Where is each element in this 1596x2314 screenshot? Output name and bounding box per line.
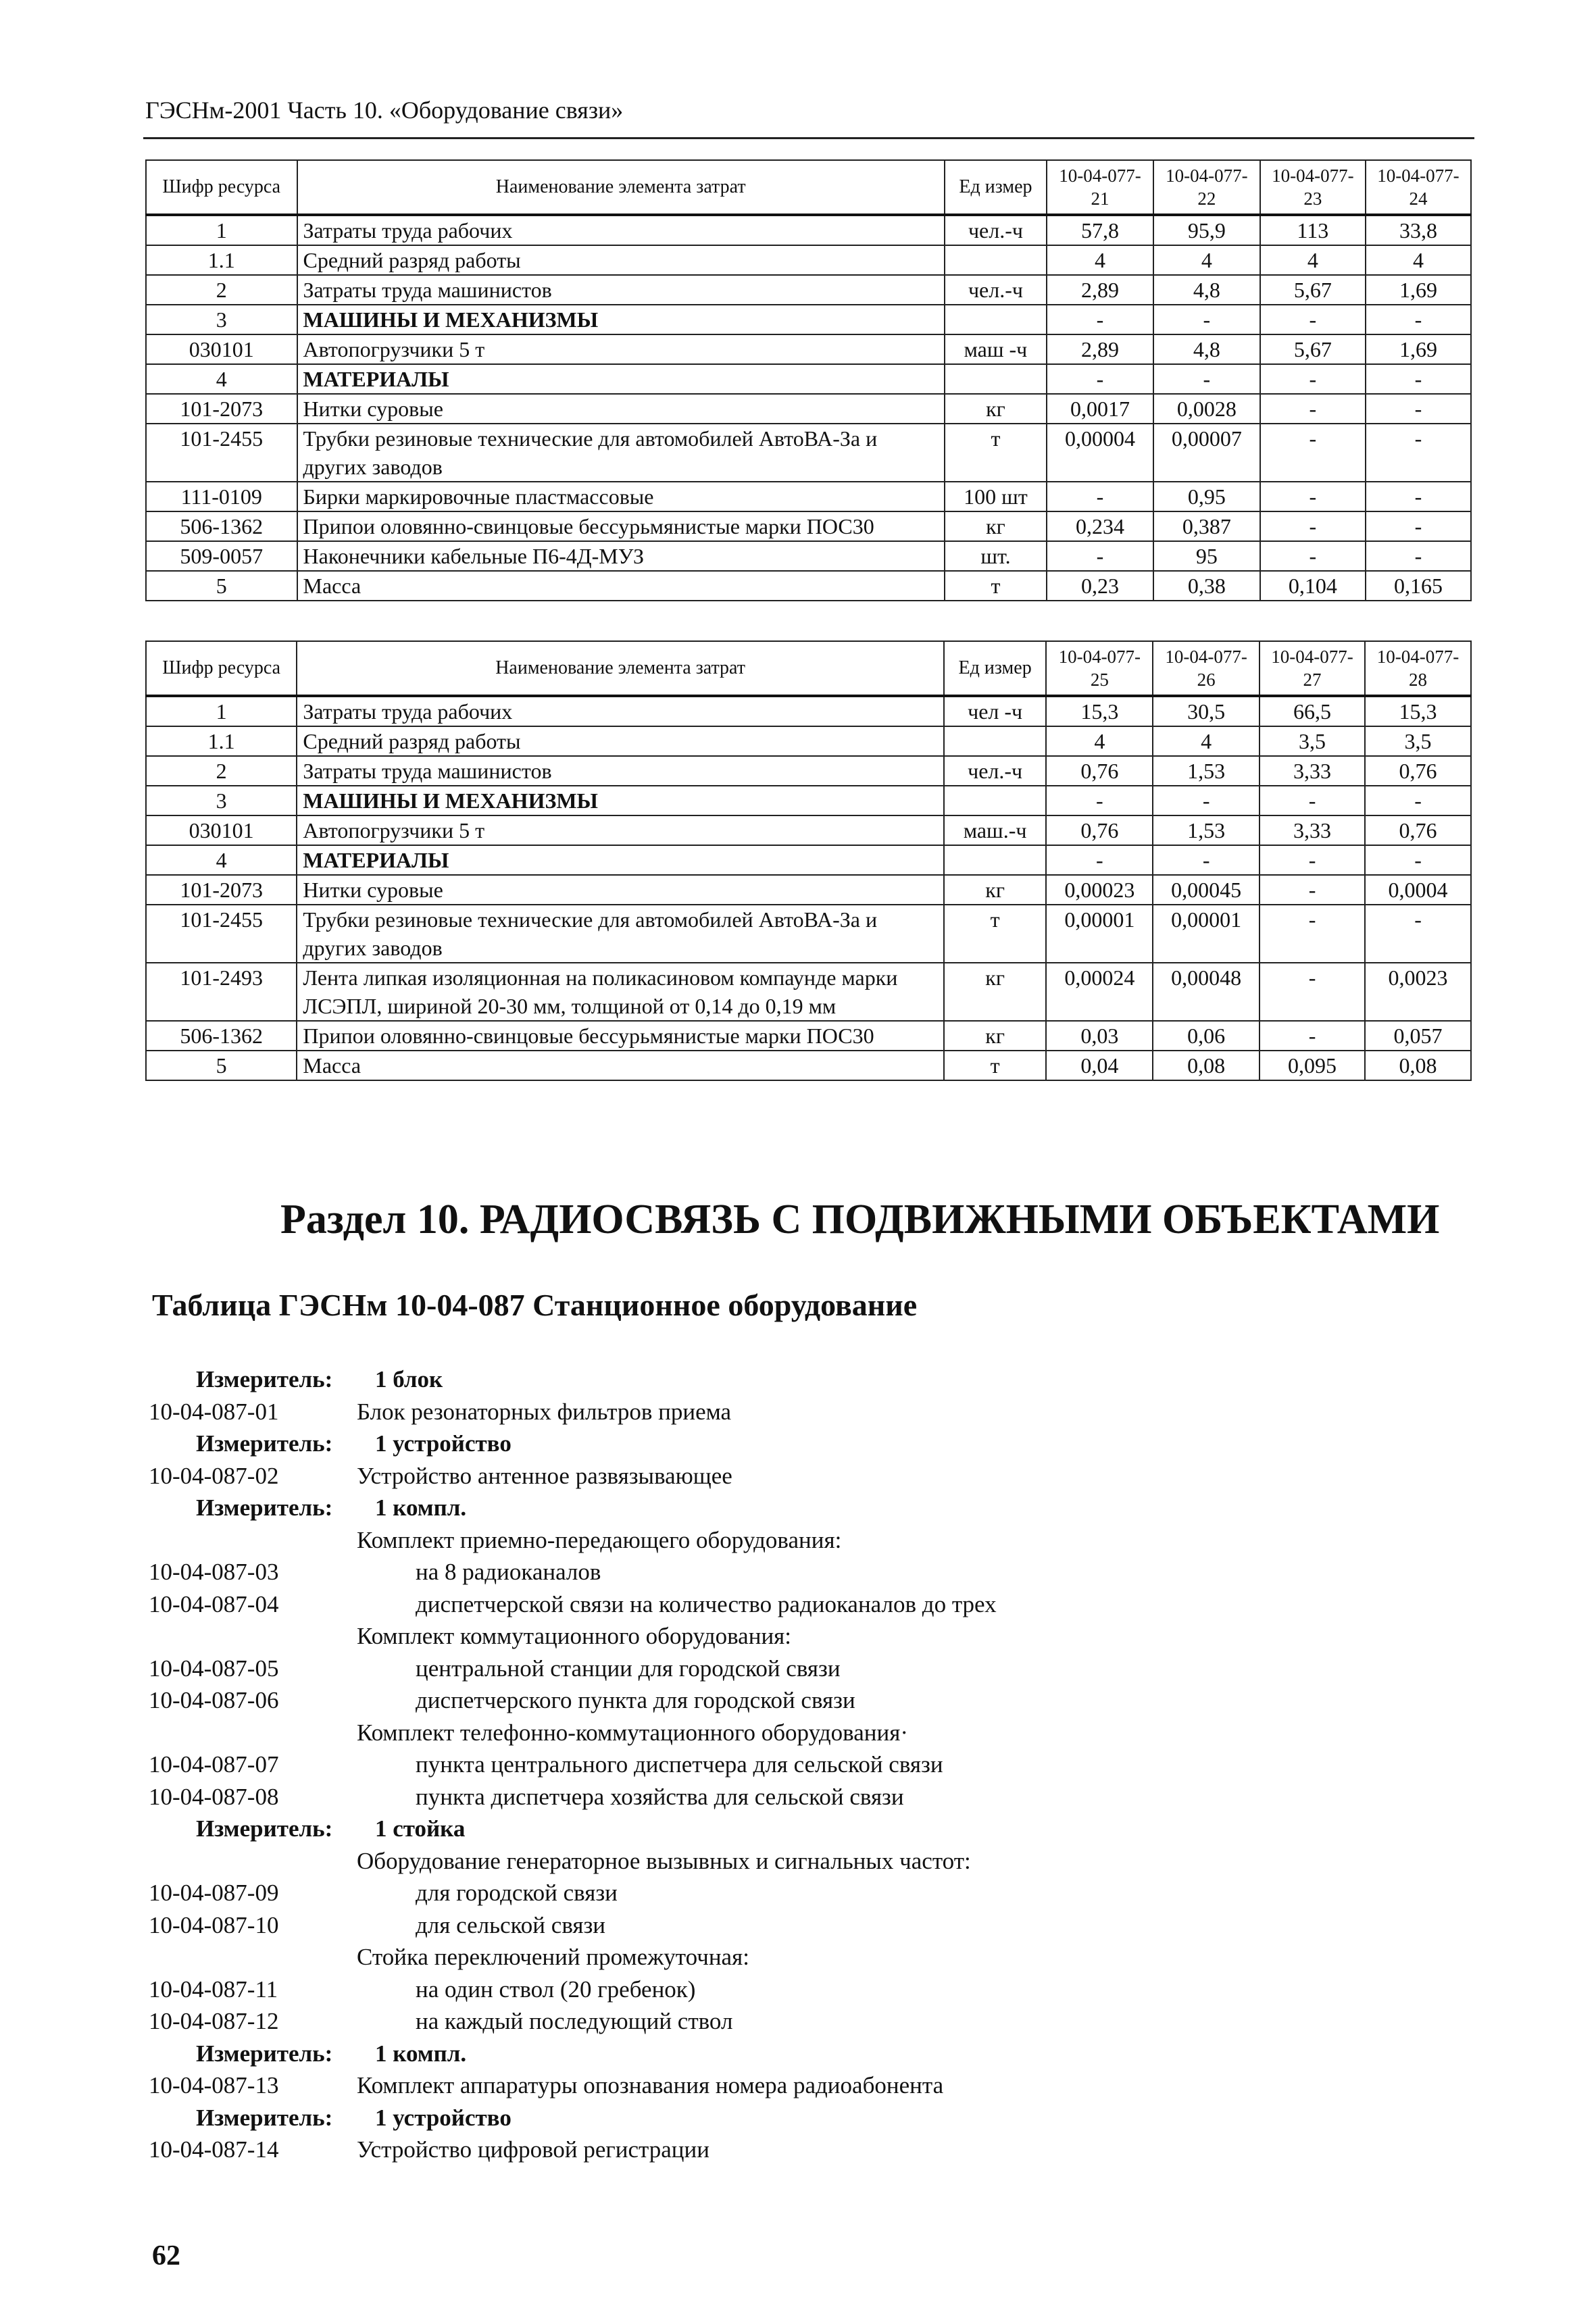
value-cell: - [1260,511,1366,541]
value-cell: 0,234 [1047,511,1153,541]
value-cell: 0,03 [1046,1021,1153,1051]
table-row [146,875,1471,905]
group-text: Комплект телефонно-коммутационного оборудования· [357,1719,908,1746]
measure-unit-line [149,1363,1432,1396]
value-cell: - [1260,875,1365,905]
list-item [149,1973,1432,2006]
group-heading [149,1620,1432,1653]
value-cell: 0,95 [1153,482,1260,511]
cost-element-name: Нитки суровые [297,394,945,424]
value-cell: - [1260,1021,1365,1051]
list-item [149,1877,1432,1909]
column-header: 10-04-077-26 [1153,641,1260,696]
value-cell: 4 [1260,245,1366,275]
value-cell: 4,8 [1153,334,1260,364]
item-text: центральной станции для городской связи [416,1655,841,1682]
item-code: 10-04-087-06 [149,1687,279,1713]
resource-code: 030101 [146,815,297,845]
value-cell: 0,76 [1046,756,1153,786]
column-header: Наименование элемента затрат [297,160,945,215]
resource-code: 506-1362 [146,1021,297,1051]
cost-table-1 [145,159,1472,601]
column-header: 10-04-077-24 [1366,160,1471,215]
unit: кг [944,963,1047,1021]
table-row [146,696,1471,726]
item-code: 10-04-087-04 [149,1590,279,1617]
item-text: диспетчерского пункта для городской связи [416,1687,855,1713]
value-cell: 0,08 [1153,1051,1260,1080]
unit [944,845,1047,875]
value-cell: - [1260,394,1366,424]
measure-label: Измеритель: [196,2104,333,2131]
cost-element-name: Масса [297,571,945,601]
table-row [146,482,1471,511]
table-row [146,305,1471,334]
table-row [146,815,1471,845]
value-cell: 0,00001 [1046,905,1153,963]
unit: кг [944,875,1047,905]
value-cell: - [1366,424,1471,482]
list-item [149,1396,1432,1428]
cost-element-name: Автопогрузчики 5 т [297,334,945,364]
value-cell: 113 [1260,215,1366,245]
list-item [149,1653,1432,1685]
page-number: 62 [152,2240,180,2271]
resource-code: 506-1362 [146,511,297,541]
item-text: пункта диспетчера хозяйства для сельской связи [416,1783,904,1810]
unit: 100 шт [945,482,1047,511]
cost-element-name: Средний разряд работы [297,245,945,275]
value-cell: 0,06 [1153,1021,1260,1051]
table-row [146,1051,1471,1080]
resource-code: 030101 [146,334,297,364]
measure-label: Измеритель: [196,1430,333,1457]
unit: т [945,571,1047,601]
resource-code: 4 [146,364,297,394]
measure-value: 1 устройство [375,2104,512,2131]
measure-unit-line [149,1492,1432,1524]
value-cell: 0,00024 [1046,963,1153,1021]
value-cell: 0,0017 [1047,394,1153,424]
value-cell: 0,76 [1046,815,1153,845]
item-text: на 8 радиоканалов [416,1559,601,1585]
value-cell: 4 [1153,726,1260,756]
value-cell: 1,69 [1366,275,1471,305]
item-text: диспетчерской связи на количество радиоканалов до трех [416,1590,997,1617]
item-text: на один ствол (20 гребенок) [416,1976,696,2003]
list-item [149,1460,1432,1492]
item-text: на каждый последующий ствол [416,2008,733,2034]
table-row [146,571,1471,601]
cost-element-name: Автопогрузчики 5 т [297,815,943,845]
value-cell: 0,08 [1365,1051,1471,1080]
value-cell: - [1047,305,1153,334]
cost-element-name: Нитки суровые [297,875,943,905]
item-code: 10-04-087-12 [149,2008,279,2034]
item-text: для сельской связи [416,1911,606,1938]
unit: чел.-ч [944,756,1047,786]
column-header: 10-04-077-27 [1260,641,1365,696]
value-cell: 66,5 [1260,696,1365,726]
list-item [149,1749,1432,1781]
table-row [146,364,1471,394]
table-row [146,215,1471,245]
value-cell: 5,67 [1260,334,1366,364]
value-cell: 0,76 [1365,756,1471,786]
unit: чел -ч [944,696,1047,726]
value-cell: - [1153,786,1260,815]
item-text: Комплект аппаратуры опознавания номера радиоабонента [357,2072,944,2098]
value-cell: 0,00004 [1047,424,1153,482]
value-cell: - [1260,305,1366,334]
value-cell: - [1047,482,1153,511]
item-code: 10-04-087-05 [149,1655,279,1682]
group-heading [149,1717,1432,1749]
measure-value: 1 компл. [375,2040,467,2067]
item-code: 10-04-087-11 [149,1976,278,2003]
resource-code: 101-2455 [146,905,297,963]
measure-unit-line [149,2038,1432,2070]
value-cell: - [1260,845,1365,875]
list-item [149,1684,1432,1717]
resource-code: 111-0109 [146,482,297,511]
value-cell: 33,8 [1366,215,1471,245]
table-row [146,756,1471,786]
value-cell: 0,00001 [1153,905,1260,963]
resource-code: 101-2493 [146,963,297,1021]
value-cell: 0,00045 [1153,875,1260,905]
resource-code: 101-2073 [146,875,297,905]
value-cell: 0,38 [1153,571,1260,601]
list-item [149,2069,1432,2102]
resource-code: 2 [146,756,297,786]
value-cell: 0,165 [1366,571,1471,601]
section-title: Раздел 10. РАДИОСВЯЗЬ С ПОДВИЖНЫМИ ОБЪЕКТАМИ [280,1197,1440,1242]
value-cell: 2,89 [1047,334,1153,364]
table-row [146,726,1471,756]
item-code: 10-04-087-01 [149,1398,279,1425]
item-code: 10-04-087-09 [149,1880,279,1906]
list-item [149,1556,1432,1588]
table-row [146,424,1471,482]
unit [945,364,1047,394]
item-text: Устройство цифровой регистрации [357,2136,709,2163]
column-header: 10-04-077-28 [1365,641,1471,696]
cost-element-name: МАТЕРИАЛЫ [297,364,945,394]
column-header: 10-04-077-21 [1047,160,1153,215]
column-header: 10-04-077-25 [1046,641,1153,696]
item-code: 10-04-087-03 [149,1559,279,1585]
value-cell: - [1260,424,1366,482]
value-cell: 95,9 [1153,215,1260,245]
value-cell: - [1260,541,1366,571]
value-cell: - [1153,845,1260,875]
measure-value: 1 стойка [375,1815,466,1842]
unit: кг [944,1021,1047,1051]
table-row [146,786,1471,815]
unit: маш -ч [945,334,1047,364]
measure-label: Измеритель: [196,1815,333,1842]
value-cell: 4 [1366,245,1471,275]
column-header: 10-04-077-22 [1153,160,1260,215]
unit [944,786,1047,815]
cost-element-name: МАШИНЫ И МЕХАНИЗМЫ [297,786,943,815]
unit: т [944,905,1047,963]
header-rule [143,137,1474,139]
unit [945,245,1047,275]
cost-element-name: Трубки резиновые технические для автомобилей АвтоВА-За и других заводов [297,905,943,963]
table-row [146,275,1471,305]
unit: маш.-ч [944,815,1047,845]
value-cell: - [1366,305,1471,334]
resource-code: 509-0057 [146,541,297,571]
value-cell: 0,095 [1260,1051,1365,1080]
value-cell: - [1260,482,1366,511]
item-code: 10-04-087-14 [149,2136,279,2163]
measure-label: Измеритель: [196,2040,333,2067]
resource-code: 1.1 [146,245,297,275]
value-cell: 15,3 [1365,696,1471,726]
value-cell: 0,00007 [1153,424,1260,482]
value-cell: - [1365,905,1471,963]
table-row [146,394,1471,424]
item-code: 10-04-087-13 [149,2072,279,2098]
unit: кг [945,511,1047,541]
value-cell: - [1046,786,1153,815]
cost-element-name: Затраты труда машинистов [297,756,943,786]
resource-code: 5 [146,571,297,601]
item-code: 10-04-087-08 [149,1783,279,1810]
value-cell: 3,5 [1260,726,1365,756]
value-cell: - [1260,786,1365,815]
item-code: 10-04-087-10 [149,1911,279,1938]
value-cell: 0,057 [1365,1021,1471,1051]
cost-element-name: Бирки маркировочные пластмассовые [297,482,945,511]
cost-element-name: Припои оловянно-свинцовые бессурьмянистые марки ПОС30 [297,1021,943,1051]
value-cell: 4,8 [1153,275,1260,305]
measure-unit-line [149,1813,1432,1845]
column-header: Шифр ресурса [146,160,297,215]
value-cell: 1,53 [1153,756,1260,786]
measure-unit-line [149,1428,1432,1460]
unit [944,726,1047,756]
value-cell: 0,0023 [1365,963,1471,1021]
value-cell: - [1366,394,1471,424]
value-cell: 1,53 [1153,815,1260,845]
value-cell: - [1366,541,1471,571]
value-cell: 3,33 [1260,756,1365,786]
value-cell: - [1366,511,1471,541]
value-cell: - [1365,845,1471,875]
table-row [146,511,1471,541]
item-code: 10-04-087-07 [149,1751,279,1778]
group-text: Стойка переключений промежуточная: [357,1944,749,1970]
group-heading [149,1941,1432,1973]
value-cell: - [1365,786,1471,815]
cost-element-name: Затраты труда машинистов [297,275,945,305]
resource-code: 2 [146,275,297,305]
value-cell: - [1366,364,1471,394]
table-row [146,245,1471,275]
value-cell: 0,00023 [1046,875,1153,905]
resource-code: 4 [146,845,297,875]
value-cell: 0,23 [1047,571,1153,601]
running-header: ГЭСНм-2001 Часть 10. «Оборудование связи» [145,97,624,124]
value-cell: - [1366,482,1471,511]
value-cell: - [1047,541,1153,571]
resource-code: 101-2455 [146,424,297,482]
measure-value: 1 компл. [375,1494,467,1521]
value-cell: 15,3 [1046,696,1153,726]
measure-value: 1 устройство [375,1430,512,1457]
item-text: Блок резонаторных фильтров приема [357,1398,732,1425]
cost-element-name: Масса [297,1051,943,1080]
group-text: Комплект приемно-передающего оборудования: [357,1526,842,1553]
unit [945,305,1047,334]
measure-unit-line [149,2102,1432,2134]
value-cell: 2,89 [1047,275,1153,305]
resource-code: 3 [146,305,297,334]
value-cell: 0,00048 [1153,963,1260,1021]
value-cell: - [1153,364,1260,394]
group-text: Оборудование генераторное вызывных и сигнальных частот: [357,1847,971,1874]
cost-table-2 [145,640,1472,1081]
value-cell: - [1260,364,1366,394]
cost-element-name: Лента липкая изоляционная на поликасиновом компаунде марки ЛСЭПЛ, шириной 20-30 мм, толщиной от 0,14 до 0,19 мм [297,963,943,1021]
value-cell: 0,0004 [1365,875,1471,905]
resource-code: 3 [146,786,297,815]
column-header: Ед измер [945,160,1047,215]
value-cell: - [1153,305,1260,334]
list-item [149,1588,1432,1621]
value-cell: 3,33 [1260,815,1365,845]
cost-element-name: Затраты труда рабочих [297,696,943,726]
resource-code: 1 [146,696,297,726]
measure-value: 1 блок [375,1366,443,1392]
list-item [149,1909,1432,1942]
value-cell: 0,04 [1046,1051,1153,1080]
value-cell: 4 [1047,245,1153,275]
table-header-row [146,641,1471,696]
value-cell: - [1046,845,1153,875]
unit: т [945,424,1047,482]
column-header: 10-04-077-23 [1260,160,1366,215]
resource-list [149,1363,1432,2166]
value-cell: 0,104 [1260,571,1366,601]
value-cell: 0,76 [1365,815,1471,845]
value-cell: 1,69 [1366,334,1471,364]
value-cell: 4 [1046,726,1153,756]
unit: шт. [945,541,1047,571]
resource-code: 101-2073 [146,394,297,424]
value-cell: 5,67 [1260,275,1366,305]
column-header: Шифр ресурса [146,641,297,696]
column-header: Наименование элемента затрат [297,641,943,696]
cost-element-name: МАШИНЫ И МЕХАНИЗМЫ [297,305,945,334]
measure-label: Измеритель: [196,1494,333,1521]
item-code: 10-04-087-02 [149,1462,279,1489]
value-cell: 57,8 [1047,215,1153,245]
item-text: Устройство антенное развязывающее [357,1462,732,1489]
value-cell: 0,0028 [1153,394,1260,424]
table-header-row [146,160,1471,215]
table-row [146,541,1471,571]
column-header: Ед измер [944,641,1047,696]
cost-element-name: Затраты труда рабочих [297,215,945,245]
cost-element-name: Трубки резиновые технические для автомобилей АвтоВА-За и других заводов [297,424,945,482]
table-row [146,905,1471,963]
item-text: пункта центрального диспетчера для сельской связи [416,1751,943,1778]
unit: т [944,1051,1047,1080]
cost-element-name: Припои оловянно-свинцовые бессурьмянистые марки ПОС30 [297,511,945,541]
group-heading [149,1845,1432,1878]
value-cell: - [1260,963,1365,1021]
group-text: Комплект коммутационного оборудования: [357,1623,792,1649]
resource-code: 1.1 [146,726,297,756]
measure-label: Измеритель: [196,1366,333,1392]
unit: чел.-ч [945,275,1047,305]
table-row [146,845,1471,875]
value-cell: 95 [1153,541,1260,571]
value-cell: - [1260,905,1365,963]
group-heading [149,1524,1432,1557]
value-cell: - [1047,364,1153,394]
list-item [149,2134,1432,2166]
list-item [149,2005,1432,2038]
item-text: для городской связи [416,1880,618,1906]
table-row [146,1021,1471,1051]
unit: чел.-ч [945,215,1047,245]
table-row [146,334,1471,364]
value-cell: 0,387 [1153,511,1260,541]
cost-element-name: Средний разряд работы [297,726,943,756]
value-cell: 30,5 [1153,696,1260,726]
resource-code: 5 [146,1051,297,1080]
table-title: Таблица ГЭСНм 10-04-087 Станционное оборудование [152,1288,918,1322]
cost-element-name: МАТЕРИАЛЫ [297,845,943,875]
unit: кг [945,394,1047,424]
resource-code: 1 [146,215,297,245]
value-cell: 3,5 [1365,726,1471,756]
value-cell: 4 [1153,245,1260,275]
table-row [146,963,1471,1021]
list-item [149,1781,1432,1813]
cost-element-name: Наконечники кабельные П6-4Д-МУЗ [297,541,945,571]
